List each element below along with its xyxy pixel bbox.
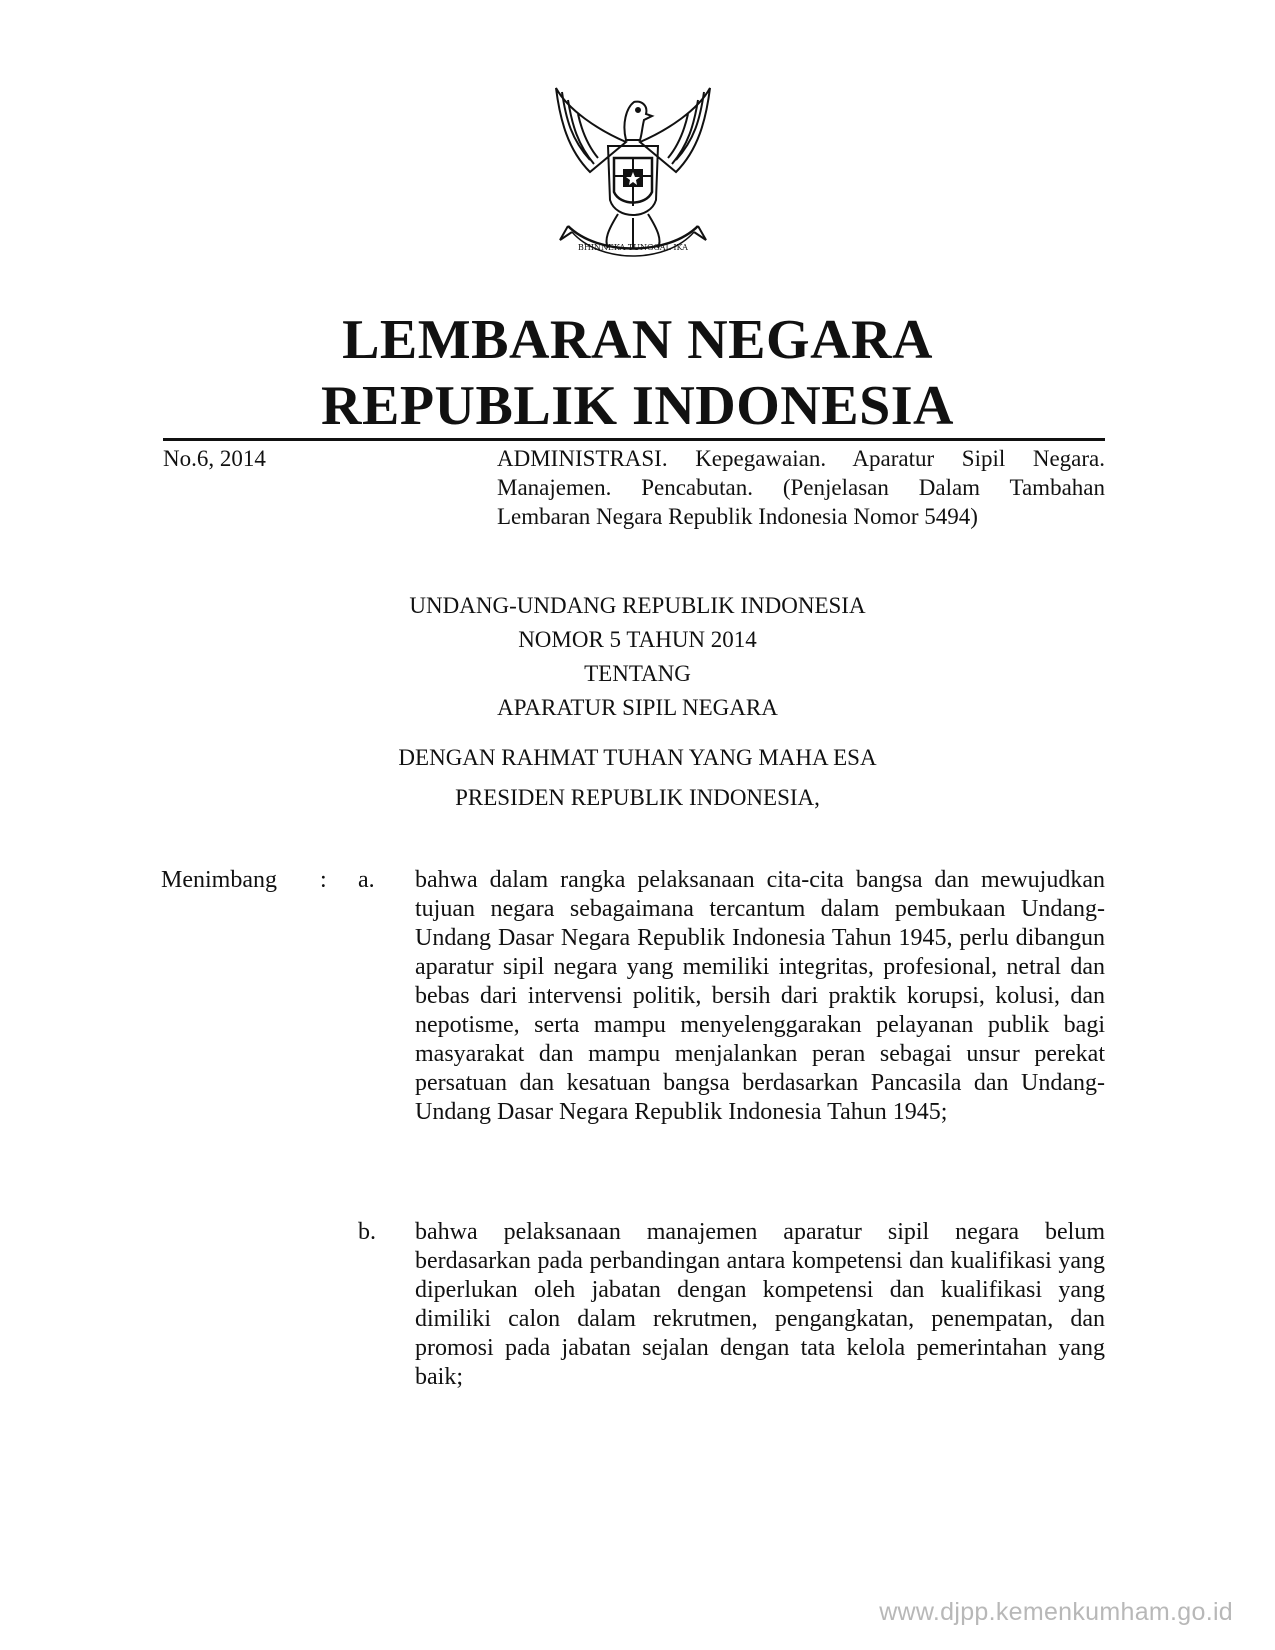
masthead-rule <box>163 438 1105 441</box>
law-about: TENTANG <box>584 661 691 686</box>
masthead-subtitle: REPUBLIK INDONESIA <box>321 375 954 437</box>
preamble-president: PRESIDEN REPUBLIK INDONESIA, <box>455 785 820 810</box>
clause-letter-b: b. <box>358 1219 376 1245</box>
considering-label: Menimbang <box>161 867 277 893</box>
law-number: NOMOR 5 TAHUN 2014 <box>518 627 757 652</box>
clause-text-a: bahwa dalam rangka pelaksanaan cita-cita bangsa dan mewujudkan tujuan negara sebagaimana tercantum dalam pembukaan Undang-Undang Dasar Negara Republik Indonesia Tahun 1945, perlu dibangun aparatur sipil negara yang memiliki integritas, profesional, netral dan bebas dari intervensi politik, bersih dari praktik korupsi, kolusi, dan nepotisme, serta mampu menyelenggarakan pelayanan publik bagi masyarakat dan mampu menjalankan peran sebagai unsur perekat persatuan dan kesatuan bangsa berdasarkan Pancasila dan Undang-Undang Dasar Negara Republik Indonesia Tahun 1945; <box>415 867 1105 1125</box>
issue-description: ADMINISTRASI. Kepegawaian. Aparatur Sipil Negara. Manajemen. Pencabutan. (Penjelasan Dalam Tambahan Lembaran Negara Republik Indonesia Nomor 5494) <box>497 446 1105 529</box>
issue-number: No.6, 2014 <box>163 446 266 471</box>
website-watermark: www.djpp.kemenkumham.go.id <box>879 1598 1233 1626</box>
law-subject: APARATUR SIPIL NEGARA <box>497 695 778 720</box>
clause-letter-a: a. <box>358 867 375 893</box>
considering-colon: : <box>320 867 327 893</box>
clause-text-b: bahwa pelaksanaan manajemen aparatur sipil negara belum berdasarkan pada perbandingan antara kompetensi dan kualifikasi yang diperlukan oleh jabatan dengan kompetensi dan kualifikasi yang dimiliki calon dalam rekrutmen, pengangkatan, penempatan, dan promosi pada jabatan sejalan dengan tata kelola pemerintahan yang baik; <box>415 1219 1105 1390</box>
preamble-grace: DENGAN RAHMAT TUHAN YANG MAHA ESA <box>398 745 877 770</box>
law-title: UNDANG-UNDANG REPUBLIK INDONESIA <box>409 593 866 618</box>
masthead-title: LEMBARAN NEGARA <box>342 309 933 371</box>
garuda-emblem <box>538 80 728 280</box>
emblem-motto: BHINNEKA TUNGGAL IKA <box>578 243 688 252</box>
